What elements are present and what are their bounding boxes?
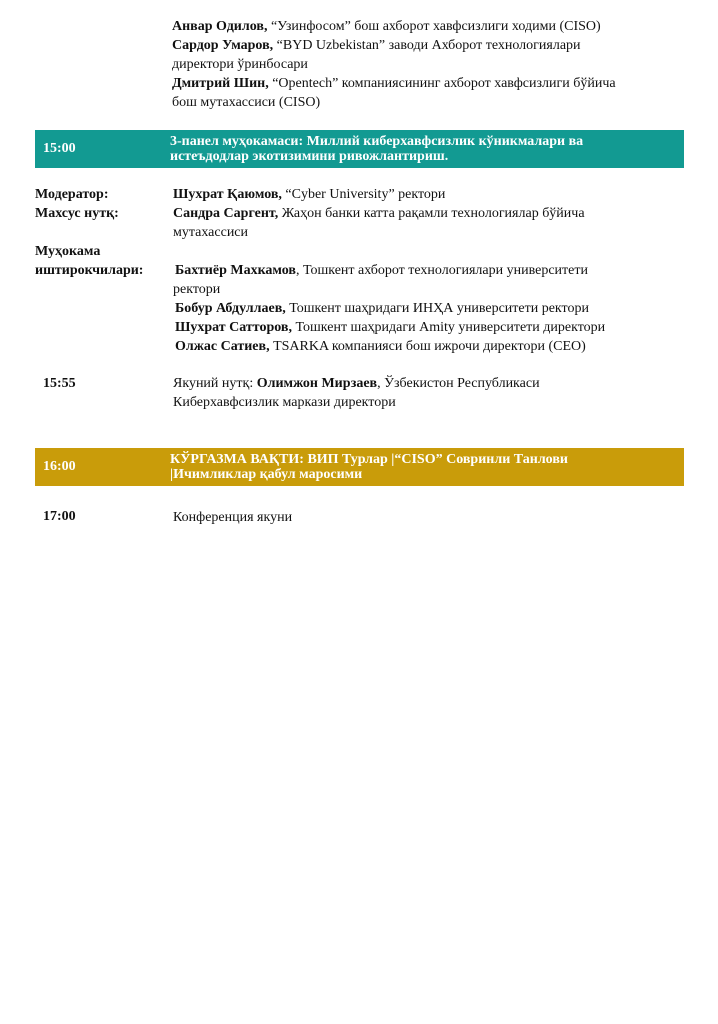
participant-role: “BYD Uzbekistan” заводи Ахборот технологиялари: [276, 38, 581, 53]
closing-speech-role: , Ўзбекистон Республикаси: [377, 376, 540, 391]
participant-name: Сардор Умаров,: [172, 38, 274, 53]
participant-role: “Узинфосом” бош ахборот хавфсизлиги ходими (CISO): [270, 19, 601, 34]
panel-participant-line: [175, 319, 605, 337]
session-bar-panel3: [35, 130, 684, 168]
participants-label-line2: иштирокчилари:: [35, 263, 144, 278]
participant-role-continued: директори ўринбосари: [172, 57, 308, 72]
panel-participant-line: [175, 338, 586, 356]
panel-participant-name: Олжас Сатиев,: [175, 339, 270, 354]
session-time: 16:00: [43, 459, 76, 474]
participant-line: [172, 75, 616, 93]
special-speech-line: [173, 205, 585, 223]
panel-participant-role: Тошкент шаҳридаги Amity университети директори: [295, 320, 606, 335]
closing-speech-time: 15:55: [43, 376, 76, 391]
session-bar-exhibition: [35, 448, 684, 486]
moderator-name: Шухрат Қаюмов,: [173, 187, 282, 202]
session-time: 15:00: [43, 141, 76, 156]
participant-role: “Opentech” компаниясининг ахборот хавфсизлиги бўйича: [272, 76, 616, 91]
participant-role-continued: бош мутахассиси (CISO): [172, 95, 321, 110]
closing-speech-prefix: Якуний нутқ:: [173, 376, 254, 391]
session-title-line2: |Ичимликлар қабул маросими: [170, 467, 363, 482]
special-speech-role-continued: мутахассиси: [173, 225, 249, 240]
session-title-line1: КЎРГАЗМА ВАҚТИ: ВИП Турлар |“CISO” Совринли Танлови: [170, 452, 568, 467]
participants-label-line1: Муҳокама: [35, 244, 101, 259]
panel-participant-line: [175, 262, 588, 280]
panel-participant-line: [175, 300, 589, 318]
participant-name: Анвар Одилов,: [172, 19, 268, 34]
closing-speech-name: Олимжон Мирзаев: [256, 376, 378, 391]
special-speech-role: Жаҳон банки катта рақамли технологиялар бўйича: [281, 206, 585, 221]
end-text: Конференция якуни: [173, 510, 293, 525]
panel-participant-role-continued: ректори: [173, 282, 221, 297]
panel-participant-role: , Тошкент ахборот технологиялари университети: [295, 263, 588, 278]
session-title-line1: 3-панел муҳокамаси: Миллий киберхавфсизлик кўникмалари ва: [170, 134, 584, 149]
participant-name: Дмитрий Шин,: [172, 76, 269, 91]
special-speech-label: Махсус нутқ:: [35, 206, 119, 221]
panel-participant-name: Бобур Абдуллаев,: [175, 301, 286, 316]
session-title-line2: истеъдодлар экотизимини ривожлантириш.: [170, 149, 449, 164]
panel-participant-name: Бахтиёр Махкамов: [175, 263, 296, 278]
panel-participant-name: Шухрат Сатторов,: [175, 320, 292, 335]
moderator-line: [173, 186, 445, 204]
moderator-role: “Cyber University” ректори: [285, 187, 446, 202]
panel-participant-role: Тошкент шаҳридаги ИНҲА университети ректори: [289, 301, 589, 316]
closing-speech-role-continued: Киберхавфсизлик маркази директори: [173, 395, 396, 410]
special-speech-name: Сандра Саргент,: [173, 206, 279, 221]
end-time: 17:00: [43, 509, 76, 524]
panel-participant-role: TSARKA компанияси бош ижрочи директори (CEO): [273, 339, 586, 354]
participant-line: [172, 37, 581, 55]
participant-line: [172, 18, 601, 36]
moderator-label: Модератор:: [35, 187, 109, 202]
closing-speech-line: [173, 375, 540, 393]
